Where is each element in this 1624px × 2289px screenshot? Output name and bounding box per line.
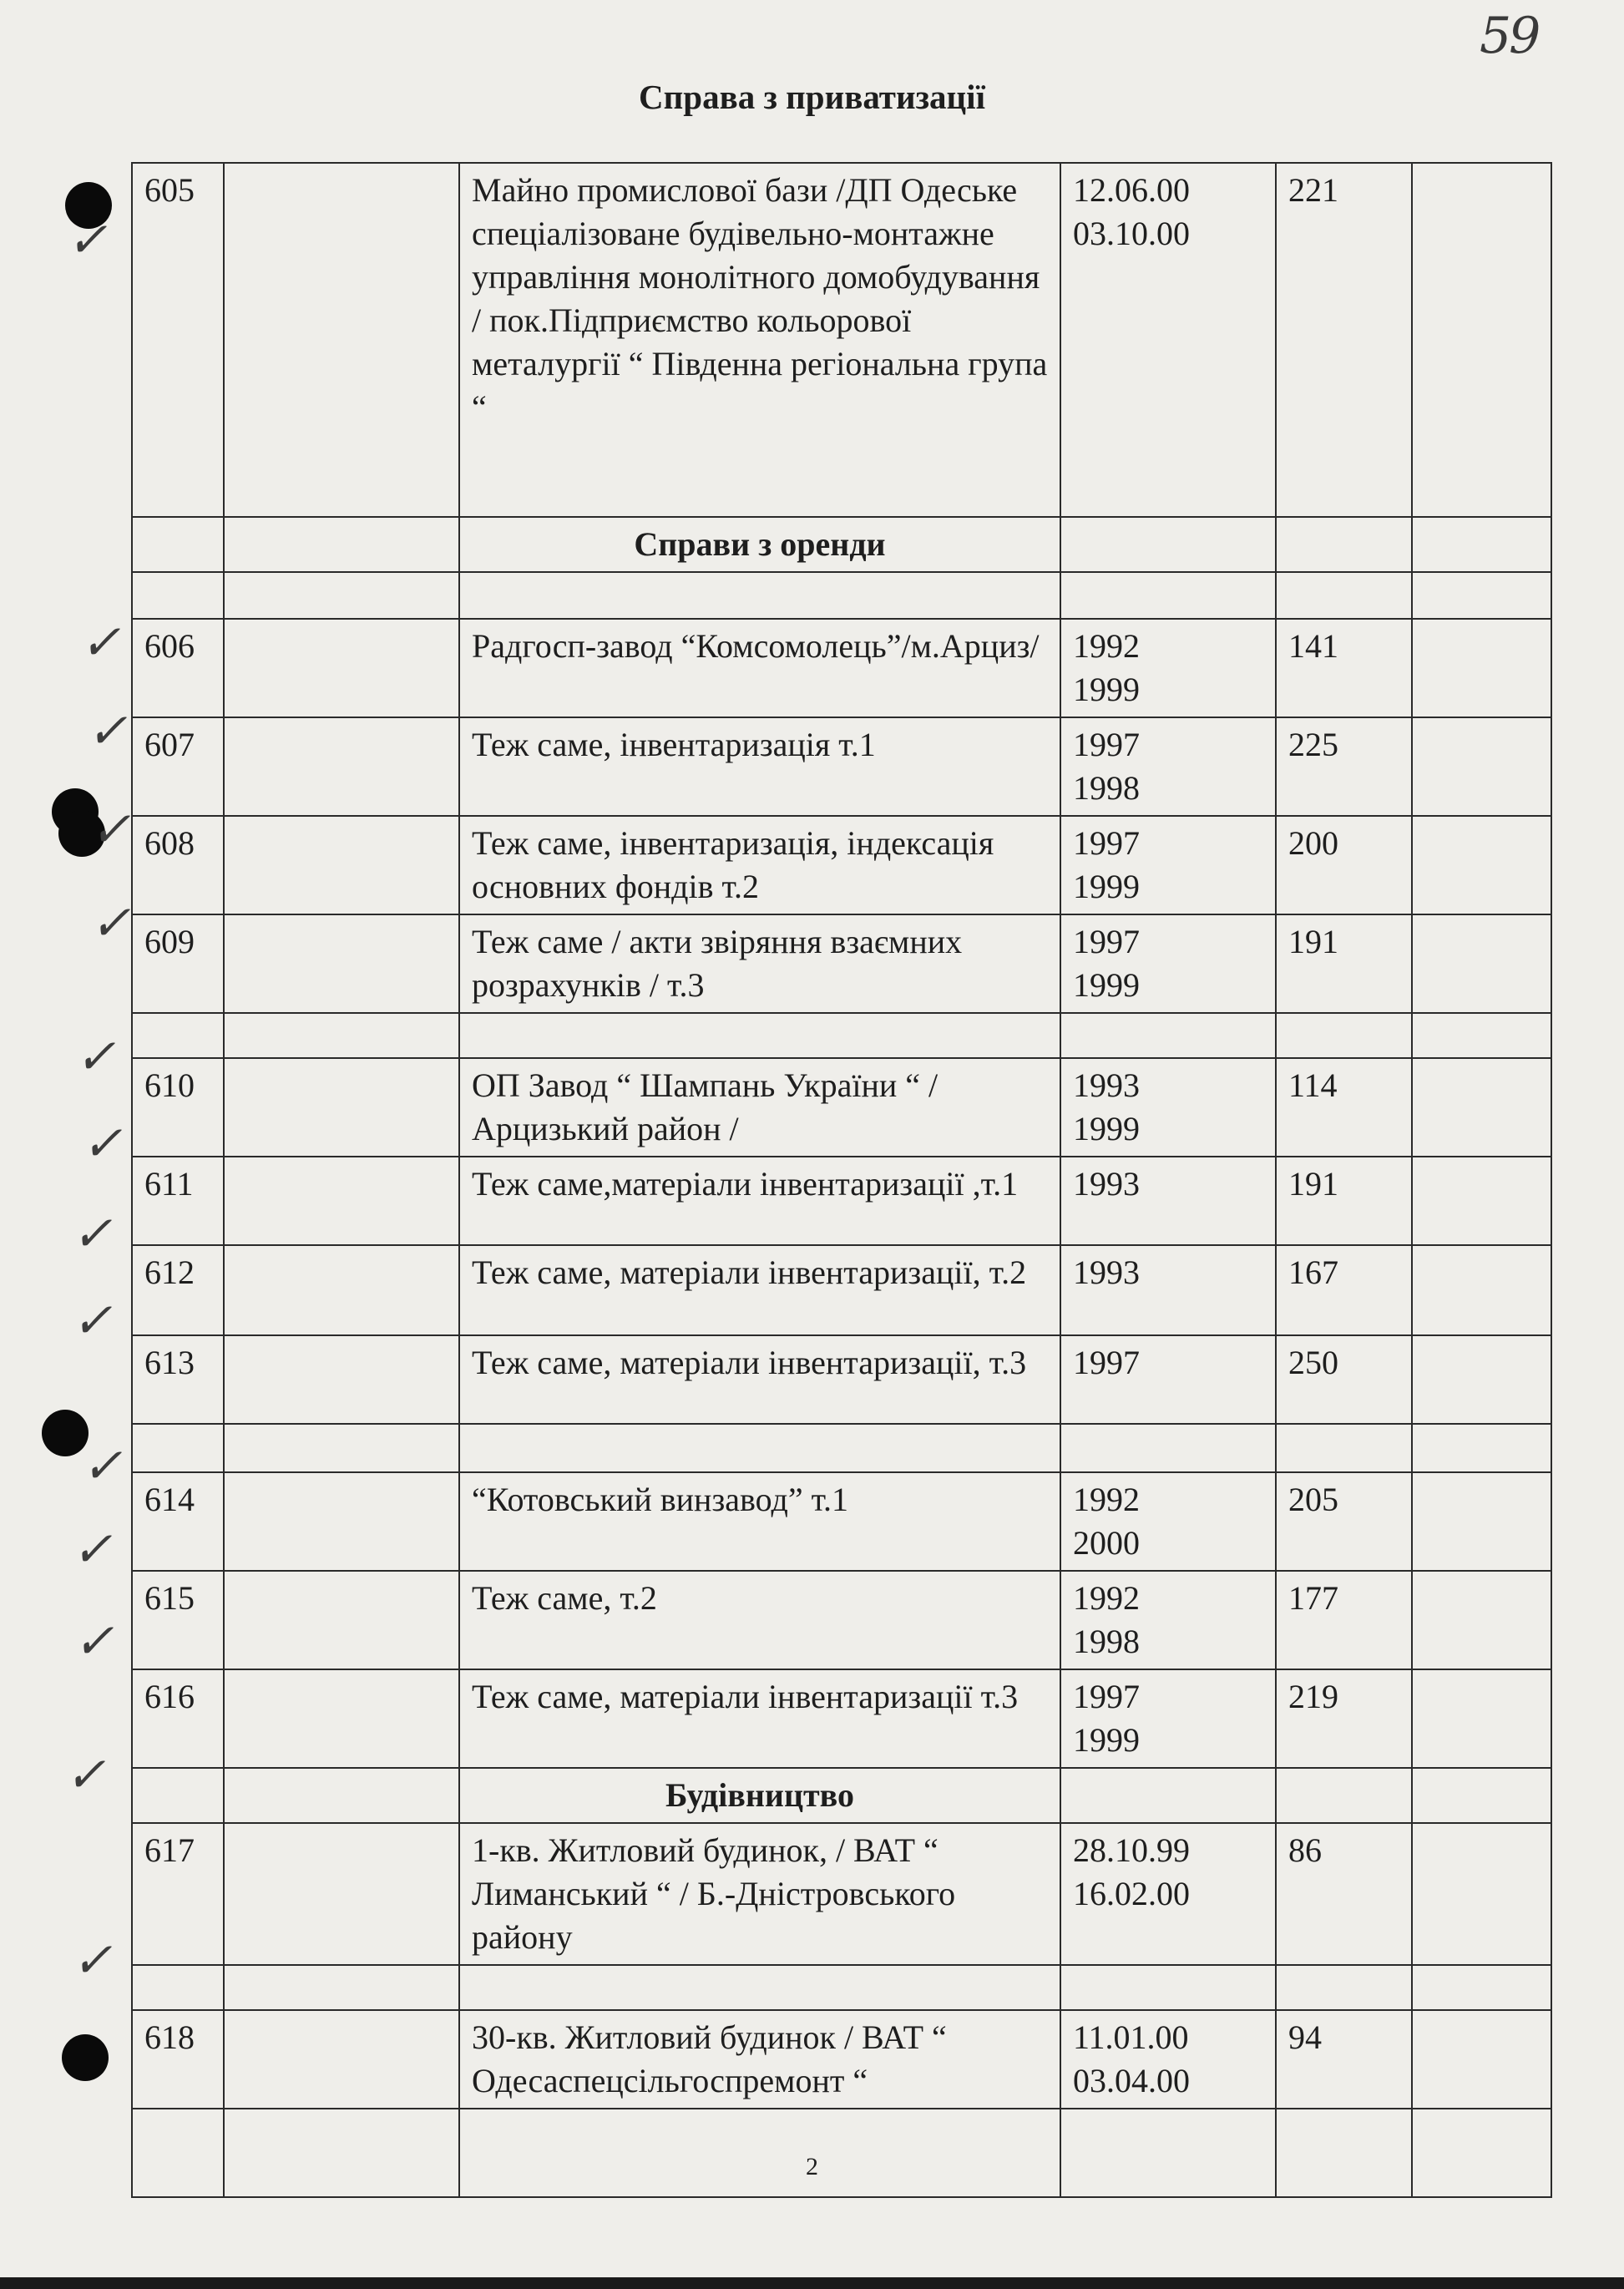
- register-table: [131, 162, 1552, 2198]
- checkmark-icon: ✓: [72, 1205, 113, 1262]
- table-row: [132, 619, 1551, 717]
- empty-cell: [1060, 517, 1276, 572]
- empty-cell: [1276, 1424, 1412, 1472]
- row-description: 30-кв. Житловий будинок / ВАТ “ Одесаспецсільгоспремонт “: [459, 2010, 1060, 2109]
- row-dates: 1992 2000: [1060, 1472, 1276, 1571]
- notes-cell: [1412, 816, 1551, 914]
- checkmark-icon: ✓: [72, 1521, 113, 1577]
- table-row: [132, 1571, 1551, 1669]
- row-dates: 1997 1999: [1060, 914, 1276, 1013]
- table-row: [132, 1245, 1551, 1335]
- row-sheets: 225: [1276, 717, 1412, 816]
- row-description: 1-кв. Житловий будинок, / ВАТ “ Лиманський “ / Б.-Дністровського району: [459, 1823, 1060, 1965]
- row-sheets: 114: [1276, 1058, 1412, 1157]
- table-row: [132, 1335, 1551, 1424]
- notes-cell: [1412, 1823, 1551, 1965]
- section-heading: Справи з оренди: [459, 517, 1060, 572]
- notes-cell: [1412, 2010, 1551, 2109]
- empty-cell: [224, 572, 459, 619]
- row-sheets: 86: [1276, 1823, 1412, 1965]
- checkmark-icon: ✓: [82, 1437, 123, 1494]
- row-dates: 1992 1998: [1060, 1571, 1276, 1669]
- row-description: Теж саме, інвентаризація т.1: [459, 717, 1060, 816]
- index-cell: [224, 717, 459, 816]
- spacer-row: [132, 1013, 1551, 1058]
- table-row: [132, 163, 1551, 517]
- table-row: [132, 816, 1551, 914]
- checkmark-icon: ✓: [72, 1292, 113, 1349]
- empty-cell: [459, 572, 1060, 619]
- footer-page-number: 2: [806, 2153, 818, 2180]
- row-number: 613: [132, 1335, 224, 1424]
- notes-cell: [1412, 1245, 1551, 1335]
- row-description: Теж саме, т.2: [459, 1571, 1060, 1669]
- empty-cell: [224, 1424, 459, 1472]
- row-dates: 12.06.00 03.10.00: [1060, 163, 1276, 517]
- row-dates: 1997 1998: [1060, 717, 1276, 816]
- row-description: Радгосп-завод “Комсомолець”/м.Арциз/: [459, 619, 1060, 717]
- row-dates: 11.01.00 03.04.00: [1060, 2010, 1276, 2109]
- table-row: [132, 1823, 1551, 1965]
- row-dates: 1992 1999: [1060, 619, 1276, 717]
- row-dates: 1993: [1060, 1245, 1276, 1335]
- checkmark-icon: ✓: [90, 801, 131, 858]
- row-sheets: 221: [1276, 163, 1412, 517]
- index-cell: [224, 1245, 459, 1335]
- row-number: 605: [132, 163, 224, 517]
- empty-cell: [224, 517, 459, 572]
- scan-edge: [0, 2277, 1624, 2289]
- notes-cell: [1412, 619, 1551, 717]
- spacer-row: [132, 1965, 1551, 2010]
- index-cell: [224, 163, 459, 517]
- row-number: 618: [132, 2010, 224, 2109]
- row-number: 614: [132, 1472, 224, 1571]
- row-dates: 1997 1999: [1060, 1669, 1276, 1768]
- table-row: [132, 517, 1551, 572]
- index-cell: [224, 1157, 459, 1245]
- row-sheets: 219: [1276, 1669, 1412, 1768]
- checkmark-icon: ✓: [73, 1613, 114, 1669]
- row-description: Теж саме,матеріали інвентаризації ,т.1: [459, 1157, 1060, 1245]
- table-row: [132, 1669, 1551, 1768]
- spacer-row: [132, 1424, 1551, 1472]
- row-number: 608: [132, 816, 224, 914]
- row-description: Теж саме / акти звіряння взаємних розрахунків / т.3: [459, 914, 1060, 1013]
- row-number: 607: [132, 717, 224, 816]
- row-dates: 1993 1999: [1060, 1058, 1276, 1157]
- row-number: 609: [132, 914, 224, 1013]
- row-number: 610: [132, 1058, 224, 1157]
- index-cell: [224, 1571, 459, 1669]
- notes-cell: [1412, 1058, 1551, 1157]
- checkmark-icon: ✓: [72, 1932, 113, 1988]
- row-description: Теж саме, матеріали інвентаризації т.3: [459, 1669, 1060, 1768]
- row-sheets: 200: [1276, 816, 1412, 914]
- row-dates: 1997: [1060, 1335, 1276, 1424]
- empty-cell: [1276, 1768, 1412, 1823]
- empty-cell: [1060, 1013, 1276, 1058]
- empty-cell: [459, 1424, 1060, 1472]
- row-number: 606: [132, 619, 224, 717]
- notes-cell: [1412, 1571, 1551, 1669]
- row-sheets: 191: [1276, 914, 1412, 1013]
- checkmark-icon: ✓: [67, 211, 108, 268]
- empty-cell: [1412, 572, 1551, 619]
- row-dates: 1997 1999: [1060, 816, 1276, 914]
- empty-cell: [1412, 1768, 1551, 1823]
- section-heading: Будівництво: [459, 1768, 1060, 1823]
- row-number: 615: [132, 1571, 224, 1669]
- checkmark-icon: ✓: [90, 894, 131, 951]
- empty-cell: [1276, 572, 1412, 619]
- row-sheets: 167: [1276, 1245, 1412, 1335]
- page-title: Справа з приватизації: [639, 78, 985, 116]
- index-cell: [224, 914, 459, 1013]
- index-cell: [224, 619, 459, 717]
- notes-cell: [1412, 1669, 1551, 1768]
- empty-cell: [1060, 1424, 1276, 1472]
- row-sheets: 250: [1276, 1335, 1412, 1424]
- notes-cell: [1412, 163, 1551, 517]
- row-dates: 1993: [1060, 1157, 1276, 1245]
- notes-cell: [1412, 1157, 1551, 1245]
- empty-cell: [459, 1013, 1060, 1058]
- table-row: [132, 914, 1551, 1013]
- row-description: Теж саме, матеріали інвентаризації, т.2: [459, 1245, 1060, 1335]
- empty-cell: [459, 1965, 1060, 2010]
- row-number: 617: [132, 1823, 224, 1965]
- index-cell: [224, 1335, 459, 1424]
- notes-cell: [1412, 1335, 1551, 1424]
- index-cell: [224, 816, 459, 914]
- handwritten-page-number: 59: [1480, 7, 1539, 65]
- empty-cell: [224, 1965, 459, 2010]
- empty-cell: [1276, 1965, 1412, 2010]
- notes-cell: [1412, 1472, 1551, 1571]
- row-dates: 28.10.99 16.02.00: [1060, 1823, 1276, 1965]
- empty-cell: [1060, 1768, 1276, 1823]
- table-row: [132, 1058, 1551, 1157]
- empty-cell: [1276, 517, 1412, 572]
- row-sheets: 94: [1276, 2010, 1412, 2109]
- checkmark-icon: ✓: [87, 702, 128, 759]
- empty-cell: [132, 1424, 224, 1472]
- empty-cell: [1412, 1965, 1551, 2010]
- index-cell: [224, 2010, 459, 2109]
- empty-cell: [1276, 1013, 1412, 1058]
- empty-cell: [132, 1013, 224, 1058]
- checkmark-icon: ✓: [80, 614, 121, 671]
- empty-cell: [132, 1965, 224, 2010]
- row-description: ОП Завод “ Шампань України “ / Арцизький район /: [459, 1058, 1060, 1157]
- row-description: Майно промислової бази /ДП Одеське спеціалізоване будівельно-монтажне управління монолітного домобудування / пок.Підприємство кольорової металургії “ Південна регіональна група “: [459, 163, 1060, 517]
- empty-cell: [132, 517, 224, 572]
- row-sheets: 177: [1276, 1571, 1412, 1669]
- spacer-row: [132, 572, 1551, 619]
- notes-cell: [1412, 914, 1551, 1013]
- table-row: [132, 1768, 1551, 1823]
- empty-cell: [1412, 517, 1551, 572]
- row-sheets: 205: [1276, 1472, 1412, 1571]
- table-row: [132, 1157, 1551, 1245]
- checkmark-icon: ✓: [75, 1028, 116, 1085]
- table-row: [132, 2010, 1551, 2109]
- table-row: [132, 1472, 1551, 1571]
- checkmark-icon: ✓: [82, 1115, 123, 1172]
- empty-cell: [132, 1768, 224, 1823]
- empty-cell: [224, 1013, 459, 1058]
- empty-cell: [132, 572, 224, 619]
- checkmark-icon: ✓: [65, 1746, 106, 1803]
- notes-cell: [1412, 717, 1551, 816]
- empty-cell: [1412, 1013, 1551, 1058]
- table-row: [132, 717, 1551, 816]
- empty-cell: [224, 1768, 459, 1823]
- empty-cell: [1060, 1965, 1276, 2010]
- row-description: Теж саме, матеріали інвентаризації, т.3: [459, 1335, 1060, 1424]
- row-number: 612: [132, 1245, 224, 1335]
- row-description: Теж саме, інвентаризація, індексація основних фондів т.2: [459, 816, 1060, 914]
- row-sheets: 191: [1276, 1157, 1412, 1245]
- index-cell: [224, 1058, 459, 1157]
- index-cell: [224, 1669, 459, 1768]
- empty-cell: [1412, 1424, 1551, 1472]
- row-number: 611: [132, 1157, 224, 1245]
- empty-cell: [1060, 572, 1276, 619]
- row-sheets: 141: [1276, 619, 1412, 717]
- row-description: “Котовський винзавод” т.1: [459, 1472, 1060, 1571]
- row-number: 616: [132, 1669, 224, 1768]
- index-cell: [224, 1823, 459, 1965]
- punch-hole: [62, 2034, 109, 2081]
- index-cell: [224, 1472, 459, 1571]
